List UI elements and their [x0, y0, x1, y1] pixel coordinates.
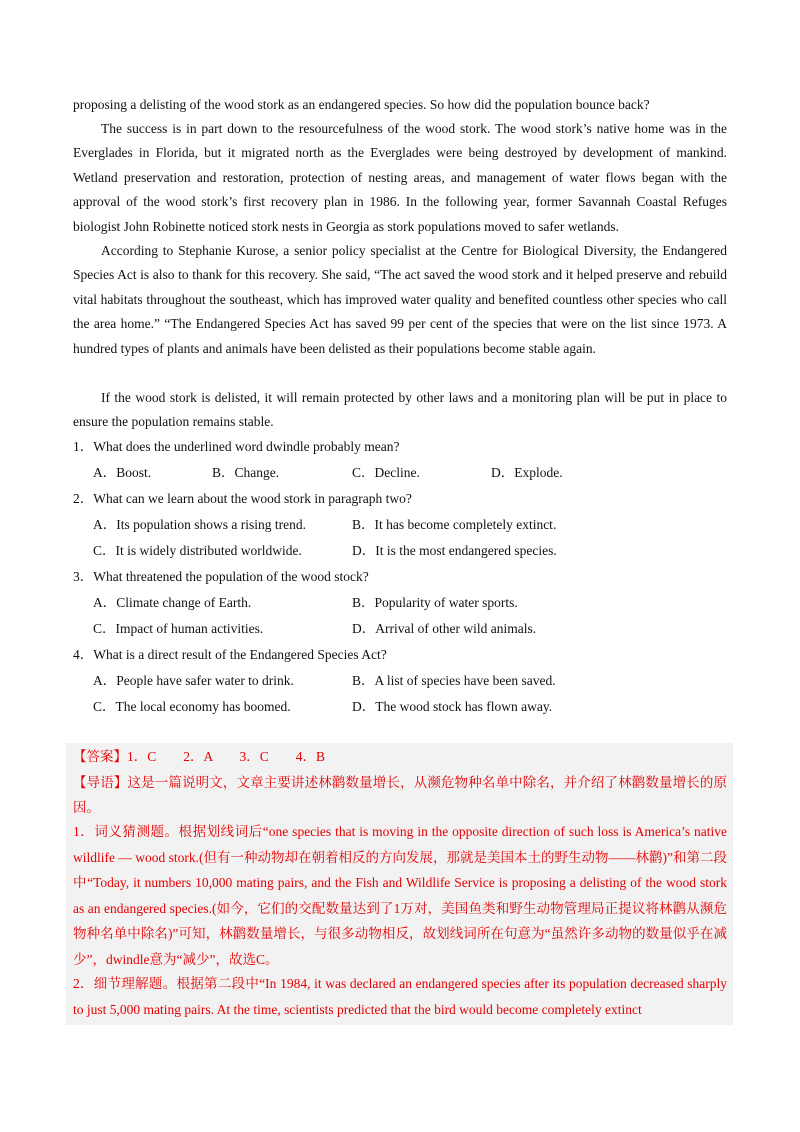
passage-paragraph-4: If the wood stork is delisted, it will remain protected by other laws and a monitoring plan will be put in place to ensure the population remains stable.	[73, 390, 727, 430]
question-4-stem: 4．What is a direct result of the Endangered Species Act?	[73, 647, 387, 662]
answer-intro: 【导语】这是一篇说明文，文章主要讲述林鹳数量增长，从濒危物种名单中除名，并介绍了林鹳数量增长的原因。	[73, 775, 727, 815]
question-4-option-c: C．The local economy has boomed.	[93, 699, 291, 714]
question-3-stem: 3．What threatened the population of the wood stock?	[73, 569, 369, 584]
question-1-option-d: D．Explode.	[491, 465, 563, 480]
passage-paragraph-2: The success is in part down to the resourcefulness of the wood stork. The wood stork’s native home was in the Everglades in Florida, but it migrated north as the Everglades were being destroyed by development of mankind. Wetland preservation and restoration, protection of nesting areas, and management of water flows began with the approval of the wood stork’s first recovery plan in 1986. In the following year, former Savannah Coastal Refuges biologist John Robinette noticed stork nests in Georgia as stork populations moved to safer wetlands.	[73, 121, 727, 234]
answer-key-line: 【答案】1．C 2．A 3．C 4．B	[73, 749, 326, 764]
question-2-option-b: B．It has become completely extinct.	[352, 517, 557, 532]
passage-paragraph-continued: proposing a delisting of the wood stork as an endangered species. So how did the population bounce back?	[73, 97, 650, 112]
question-3-option-b: B．Popularity of water sports.	[352, 595, 518, 610]
passage-paragraph-3: According to Stephanie Kurose, a senior policy specialist at the Centre for Biological Diversity, the Endangered Species Act is also to thank for this recovery. She said, “The act saved the wood stork and it helped preserve and rebuild vital habitats throughout the southeast, which has improved water quality and benefited countless other species who call the area home.” “The Endangered Species Act has saved 99 per cent of the species that were on the list since 1973. A hundred types of plants and animals have been delisted as their populations become stable again.	[73, 243, 727, 356]
question-1-option-a: A．Boost.	[93, 465, 152, 480]
question-2-stem: 2．What can we learn about the wood stork in paragraph two?	[73, 491, 412, 506]
question-2-option-d: D．It is the most endangered species.	[352, 543, 557, 558]
question-4-option-b: B．A list of species have been saved.	[352, 673, 556, 688]
question-3-option-d: D．Arrival of other wild animals.	[352, 621, 537, 636]
question-1-stem: 1．What does the underlined word dwindle probably mean?	[73, 439, 400, 454]
question-4-option-d: D．The wood stock has flown away.	[352, 699, 553, 714]
question-2-option-a: A．Its population shows a rising trend.	[93, 517, 306, 532]
question-3-option-c: C．Impact of human activities.	[93, 621, 264, 636]
question-3-option-a: A．Climate change of Earth.	[93, 595, 252, 610]
answer-explanation-1: 1．词义猜测题。根据划线词后“one species that is moving in the opposite direction of such loss is America’s native wildlife — wood stork.(但有一种动物却在朝着相反的方向发展，那就是美国本土的野生动物——林鹳)”和第二段中“Today, it numbers 10,000 mating pairs, and the Fish and Wildlife Service is proposing a delisting of the wood stork as an endangered species.(如今，它们的交配数量达到了1万对，美国鱼类和野生动物管理局正提议将林鹳从濒危物种名单中除名)”可知，林鹳数量增长，与很多动物相反，故划线词所在句意为“虽然许多动物的数量似乎在减少”，dwindle意为“减少”，故选C。	[73, 824, 727, 967]
question-1-option-b: B．Change.	[212, 465, 280, 480]
answer-explanation-2: 2．细节理解题。根据第二段中“In 1984, it was declared an endangered species after its population decreased sharply to just 5,000 mating pairs. At the time, scientists predicted that the bird would become completely extinct	[73, 976, 727, 1017]
question-1-option-c: C．Decline.	[352, 465, 420, 480]
question-2-option-c: C．It is widely distributed worldwide.	[93, 543, 302, 558]
question-4-option-a: A．People have safer water to drink.	[93, 673, 294, 688]
